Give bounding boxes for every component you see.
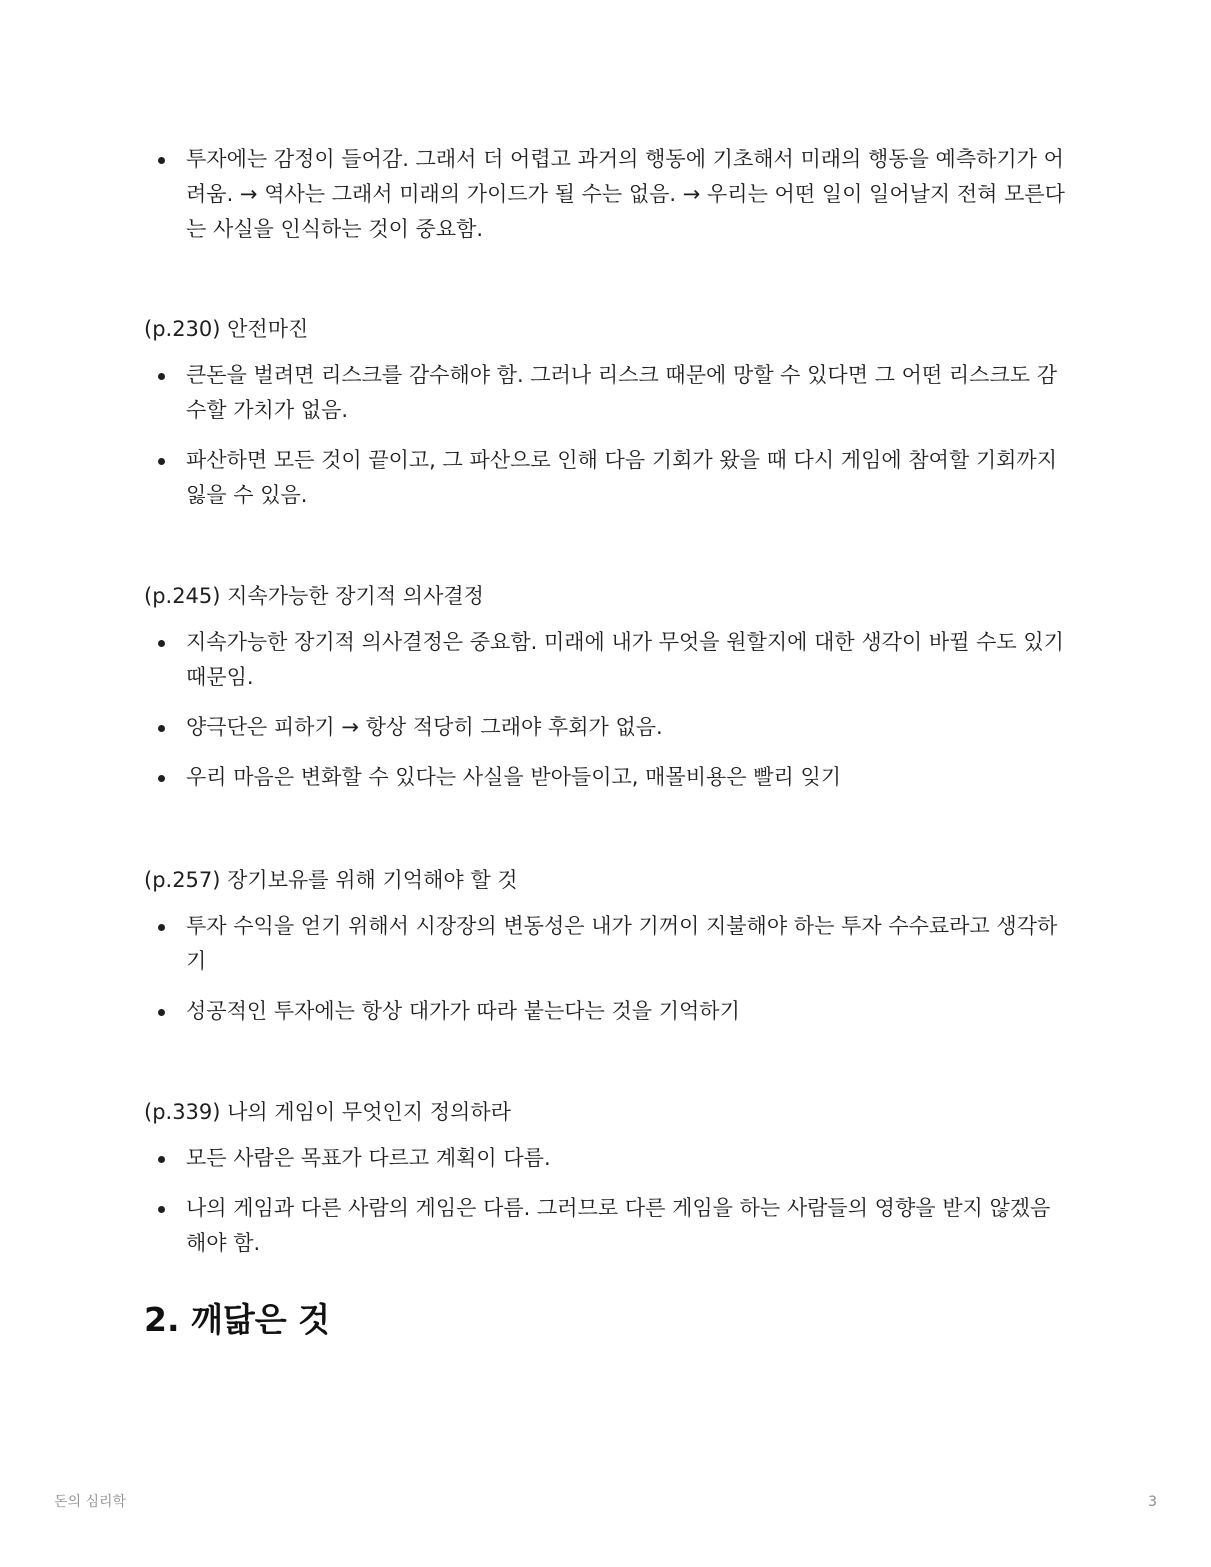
list-item: 모든 사람은 목표가 다르고 계획이 다름. [144, 1141, 1074, 1176]
section-title: (p.339) 나의 게임이 무엇인지 정의하라 [144, 1100, 511, 1124]
list-item: 성공적인 투자에는 항상 대가가 따라 붙는다는 것을 기억하기 [144, 994, 1074, 1029]
list-item: 지속가능한 장기적 의사결정은 중요함. 미래에 내가 무엇을 원할지에 대한 생각이 바뀔 수도 있기 때문임. [144, 625, 1074, 695]
section-heading: 2. 깨닮은 것 [144, 1300, 330, 1339]
bullet-list [144, 358, 1074, 513]
list-item: 나의 게임과 다른 사람의 게임은 다름. 그러므로 다른 게임을 하는 사람들의 영향을 받지 않겠음 해야 함. [144, 1191, 1074, 1261]
section-long-term-holding [144, 865, 1074, 1044]
list-item: 양극단은 피하기 → 항상 적당히 그래야 후회가 없음. [144, 710, 1074, 745]
list-item: 우리 마음은 변화할 수 있다는 사실을 받아들이고, 매몰비용은 빨리 잊기 [144, 760, 1074, 795]
section-title: (p.230) 안전마진 [144, 317, 309, 341]
bullet-list [144, 909, 1074, 1029]
section-intro [144, 142, 1074, 262]
section-safety-margin [144, 314, 1074, 528]
section-title: (p.245) 지속가능한 장기적 의사결정 [144, 584, 484, 608]
bullet-list [144, 1141, 1074, 1261]
list-item: 큰돈을 벌려면 리스크를 감수해야 함. 그러나 리스크 때문에 망할 수 있다면 그 어떤 리스크도 감수할 가치가 없음. [144, 358, 1074, 428]
list-item: 파산하면 모든 것이 끝이고, 그 파산으로 인해 다음 기회가 왔을 때 다시 게임에 참여할 기회까지 잃을 수 있음. [144, 443, 1074, 513]
footer-page-number: 3 [1148, 1494, 1157, 1510]
section-define-your-game [144, 1097, 1074, 1276]
section-title: (p.257) 장기보유를 위해 기억해야 할 것 [144, 868, 518, 892]
bullet-list [144, 142, 1074, 247]
section-sustainable-decision [144, 581, 1074, 810]
list-item: 투자에는 감정이 들어감. 그래서 더 어렵고 과거의 행동에 기초해서 미래의 행동을 예측하기가 어려움. → 역사는 그래서 미래의 가이드가 될 수는 없음. → 우리는 어떤 일이 일어날지 전혀 모른다는 사실을 인식하는 것이 중요함. [144, 142, 1074, 247]
list-item: 투자 수익을 얻기 위해서 시장장의 변동성은 내가 기꺼이 지불해야 하는 투자 수수료라고 생각하기 [144, 909, 1074, 979]
bullet-list [144, 625, 1074, 795]
footer-book-title: 돈의 심리학 [54, 1494, 127, 1510]
